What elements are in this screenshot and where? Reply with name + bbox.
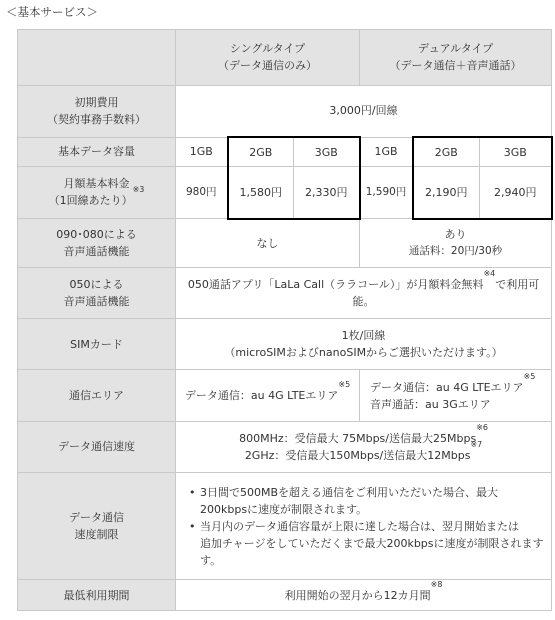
footnote-mark: ※4: [483, 268, 496, 278]
capacity-cell: 1GB: [176, 137, 228, 166]
value-text: 利用開始の翌月から12カ月間: [284, 588, 431, 602]
label-capacity: 基本データ容量: [18, 137, 176, 166]
label-line: 音声通話機能: [63, 294, 130, 308]
label-speed: データ通信速度: [18, 421, 176, 472]
label-limit: [18, 473, 176, 580]
value-line: 追加チャージをしていただくまで最大200kbpsに速度が制限されます: [200, 536, 544, 550]
sim-value: [176, 318, 552, 369]
speed-value: [176, 421, 552, 472]
value-line: [178, 268, 549, 293]
row-sim: [18, 318, 552, 369]
row-capacity: [18, 137, 552, 166]
value-text: データ通信：au 4G LTEエリア: [370, 380, 524, 394]
row-initial-fee: [18, 85, 552, 137]
header-dual: [360, 30, 552, 86]
row-monthly-fee: [18, 166, 552, 218]
footnote-mark: ※8: [430, 579, 443, 589]
capacity-cell: 3GB: [294, 137, 360, 166]
list-item: [200, 518, 549, 569]
footnote-mark: ※7: [470, 439, 483, 449]
value-line: あり: [444, 228, 467, 242]
capacity-cell: 3GB: [480, 137, 552, 166]
dual-type-sub: （データ通信＋音声通話）: [389, 59, 522, 73]
list-item: [200, 484, 549, 518]
label-text: （1回線あたり）: [48, 194, 133, 208]
section-title: ＜基本サービス＞: [6, 5, 98, 19]
row-voice-050: [18, 267, 552, 318]
header-corner: [18, 30, 176, 86]
label-line: （契約事務手数料）: [47, 113, 146, 127]
price-cell: 2,330円: [294, 166, 360, 218]
value-line: [370, 371, 549, 396]
value-line: 能。: [352, 294, 375, 308]
capacity-cell: 2GB: [413, 137, 480, 166]
limit-value: [176, 473, 552, 580]
area-single: [176, 370, 360, 421]
row-speed: [18, 421, 552, 472]
value-text: 2GHz：受信最大150Mbps/送信最大12Mbps: [244, 448, 471, 462]
price-cell: 2,190円: [413, 166, 480, 218]
value-line: [178, 439, 549, 464]
value-text: 800MHz：受信最大 75Mbps/送信最大25Mbps: [239, 431, 477, 445]
dual-type-label: デュアルタイプ: [417, 42, 494, 56]
label-line: [20, 185, 173, 209]
value-line: [178, 422, 549, 447]
single-type-sub: （データ通信のみ）: [218, 59, 318, 73]
value-line: • 3日間で500MBを超える通信をご利用いただいた場合、最大: [200, 485, 499, 499]
limit-list: [178, 484, 549, 569]
capacity-cell: 2GB: [228, 137, 294, 166]
value-line: 200kbpsに速度が制限されます。: [200, 502, 368, 516]
price-cell: 2,940円: [480, 166, 552, 218]
value-line: 音声通話：au 3Gエリア: [370, 397, 491, 411]
label-line: データ通信: [69, 511, 124, 525]
service-table: [17, 29, 553, 611]
capacity-cell: 1GB: [360, 137, 413, 166]
label-line: 月額基本料金: [63, 177, 130, 191]
value-line: 通話料：20円/30秒: [408, 245, 503, 258]
value-line: • 当月内のデータ通信容量が上限に達した場合は、翌月開始または: [200, 519, 519, 533]
label-voice-050: [18, 267, 176, 318]
single-type-label: シングルタイプ: [229, 42, 306, 56]
footnote-mark: ※5: [338, 380, 351, 390]
footnote-mark: ※5: [523, 371, 536, 381]
row-voice-090: [18, 219, 552, 267]
label-sim: SIMカード: [18, 318, 176, 369]
value-text: 050通話アプリ「LaLa Call（ララコール）」が月額料金無料: [187, 277, 484, 291]
value-text: で利用可: [495, 277, 540, 291]
voice-090-single: なし: [176, 219, 360, 267]
row-minimum: [18, 580, 552, 611]
footnote-mark: ※3: [132, 185, 145, 195]
price-cell: 1,590円: [360, 166, 413, 218]
row-area: [18, 370, 552, 421]
label-line: 初期費用: [74, 96, 119, 110]
value-line: す。: [200, 553, 222, 567]
voice-050-value: [176, 267, 552, 318]
price-cell: 1,580円: [228, 166, 294, 218]
price-cell: 980円: [176, 166, 228, 218]
area-dual: [360, 370, 552, 421]
value-line: 1枚/回線: [341, 329, 386, 343]
header-row: [18, 30, 552, 86]
label-line: 090･080による: [56, 227, 137, 241]
label-line: 音声通話機能: [63, 244, 130, 258]
label-voice-090: [18, 219, 176, 267]
footnote-mark: ※6: [476, 422, 488, 432]
minimum-value: [176, 580, 552, 611]
label-line: 速度制限: [74, 528, 119, 542]
value-text: データ通信：au 4G LTEエリア: [184, 389, 339, 403]
label-monthly-fee: [18, 166, 176, 218]
initial-fee-value: 3,000円/回線: [176, 85, 552, 137]
row-limit: [18, 473, 552, 580]
header-single: [176, 30, 360, 86]
voice-090-dual: [360, 219, 552, 267]
label-minimum: 最低利用期間: [18, 580, 176, 611]
value-line: （microSIMおよびnanoSIMからご選択いただけます。）: [224, 346, 503, 360]
label-area: 通信エリア: [18, 370, 176, 421]
label-initial-fee: [18, 85, 176, 137]
label-line: 050による: [69, 277, 124, 291]
